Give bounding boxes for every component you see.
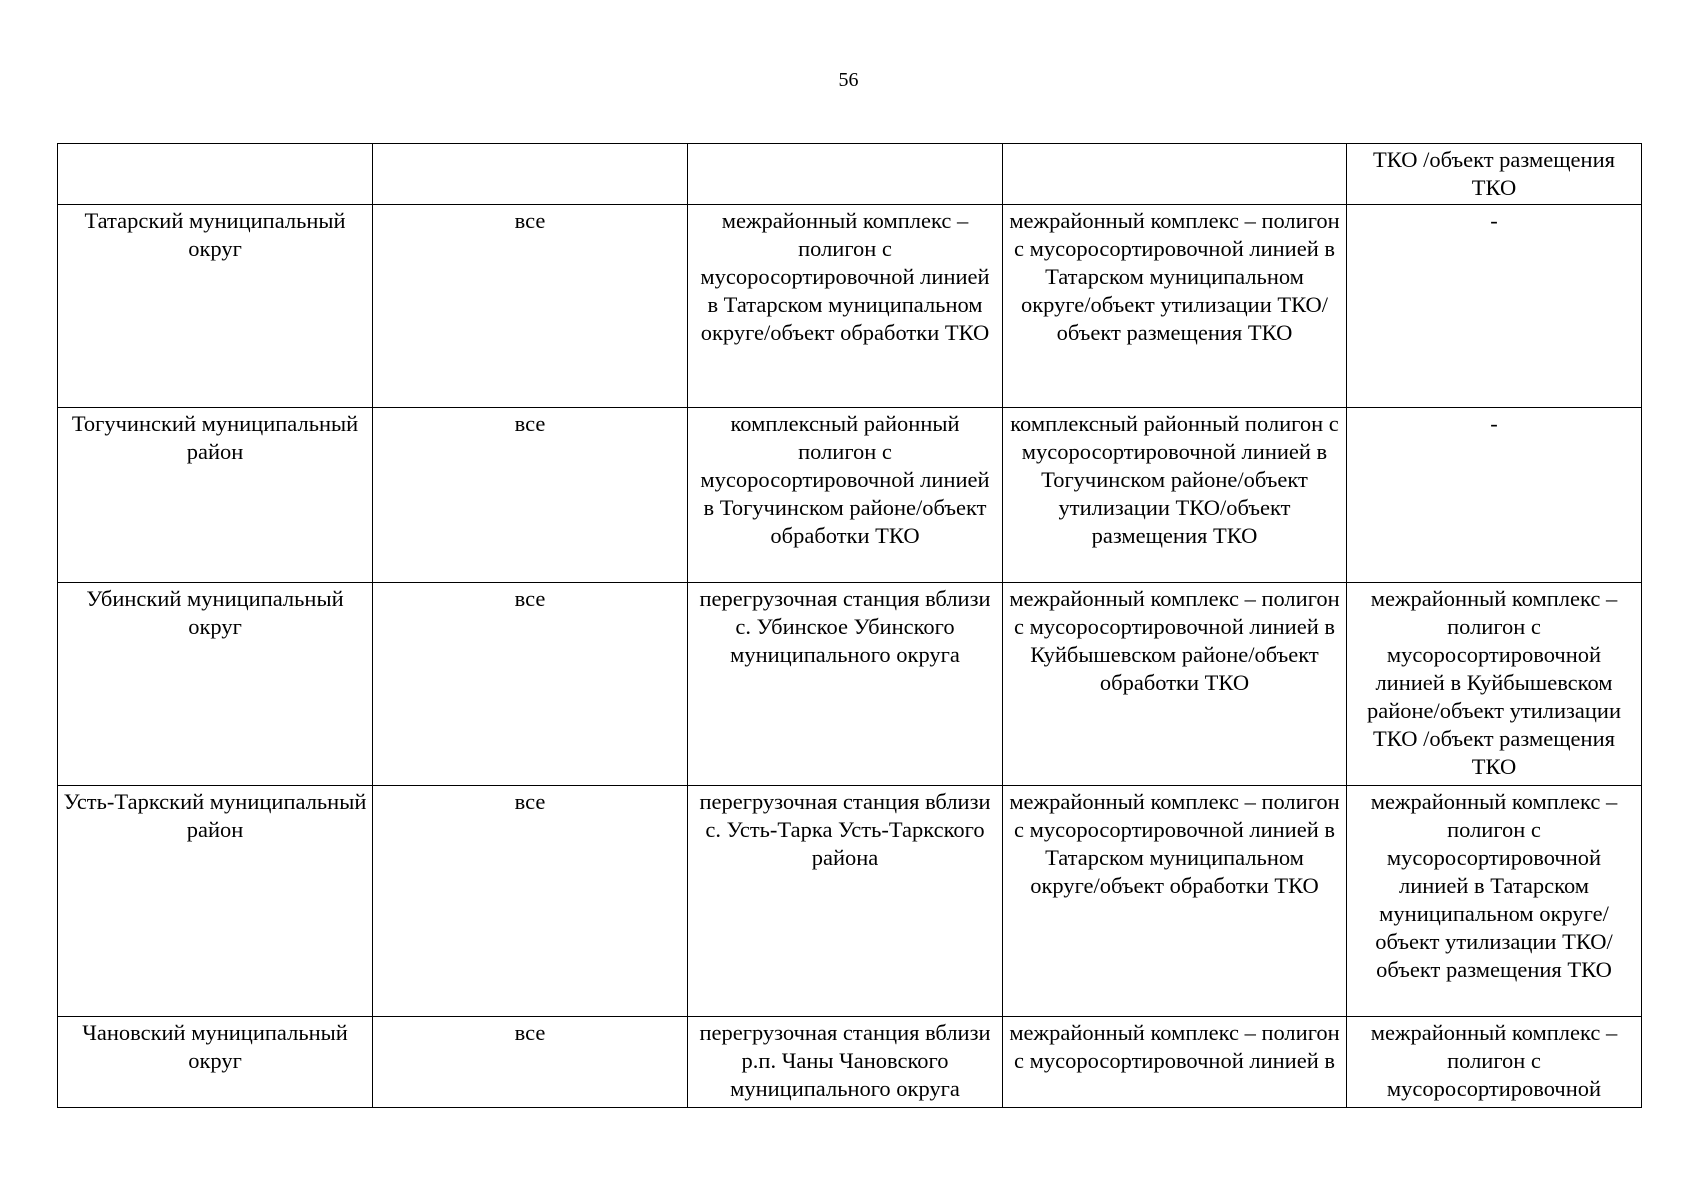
settlements-cell <box>373 408 688 583</box>
processing-text: перегрузочная станция вблизи с. Усть-Тарка Усть-Таркского района <box>699 789 991 870</box>
placement-cell <box>1347 786 1642 1017</box>
placement-cell <box>1347 144 1642 205</box>
settlements-text: все <box>514 208 546 233</box>
processing-cell <box>688 786 1003 1017</box>
settlements-cell <box>373 583 688 786</box>
processing-cell <box>688 205 1003 408</box>
settlements-cell <box>373 144 688 205</box>
processing-text: перегрузочная станция вблизи р.п. Чаны Чановского муниципального округа <box>699 1020 991 1101</box>
page-number: 56 <box>838 69 859 91</box>
processing-text: перегрузочная станция вблизи с. Убинское Убинского муниципального округа <box>699 586 991 667</box>
area-text: Убинский муниципальный округ <box>86 586 344 639</box>
area-text: Тогучинский муниципальный район <box>71 411 359 464</box>
settlements-cell <box>373 1017 688 1108</box>
table-row <box>58 205 1642 408</box>
utilization-text: межрайонный комплекс – полигон с мусоросортировочной линией в <box>1009 1020 1340 1073</box>
utilization-cell <box>1003 144 1347 205</box>
settlements-cell <box>373 786 688 1017</box>
placement-cell <box>1347 205 1642 408</box>
placement-text: межрайонный комплекс – полигон с мусоросортировочной линией в Татарском муниципальном округе/объект утилизации ТКО/объект размещения ТКО <box>1370 789 1618 982</box>
table-row <box>58 786 1642 1017</box>
area-cell <box>58 583 373 786</box>
utilization-cell <box>1003 583 1347 786</box>
table-row <box>58 408 1642 583</box>
area-text: Усть-Таркский муниципальный район <box>63 789 367 842</box>
area-cell <box>58 1017 373 1108</box>
utilization-text: межрайонный комплекс – полигон с мусоросортировочной линией в Куйбышевском районе/объект обработки ТКО <box>1009 586 1340 695</box>
settlements-text: все <box>514 411 546 436</box>
placement-cell <box>1347 408 1642 583</box>
utilization-text: межрайонный комплекс – полигон с мусоросортировочной линией в Татарском муниципальном округе/объект утилизации ТКО/объект размещения ТКО <box>1009 208 1340 345</box>
processing-cell <box>688 144 1003 205</box>
placement-cell <box>1347 583 1642 786</box>
table-row <box>58 583 1642 786</box>
settlements-cell <box>373 205 688 408</box>
processing-text: комплексный районный полигон с мусоросортировочной линией в Тогучинском районе/объект обработки ТКО <box>700 411 990 548</box>
settlements-text: все <box>514 1020 546 1045</box>
placement-text: ТКО /объект размещения ТКО <box>1373 147 1615 200</box>
utilization-text: межрайонный комплекс – полигон с мусоросортировочной линией в Татарском муниципальном округе/объект обработки ТКО <box>1009 789 1340 898</box>
placement-cell <box>1347 1017 1642 1108</box>
placement-text: - <box>1490 411 1498 436</box>
area-text: Чановский муниципальный округ <box>82 1020 348 1073</box>
processing-cell <box>688 583 1003 786</box>
utilization-cell <box>1003 1017 1347 1108</box>
settlements-text: все <box>514 789 546 814</box>
utilization-text: комплексный районный полигон с мусоросортировочной линией в Тогучинском районе/объект утилизации ТКО/объект размещения ТКО <box>1010 411 1339 548</box>
utilization-cell <box>1003 786 1347 1017</box>
utilization-cell <box>1003 408 1347 583</box>
processing-cell <box>688 1017 1003 1108</box>
table-row <box>58 1017 1642 1108</box>
placement-text: межрайонный комплекс – полигон с мусоросортировочной <box>1370 1020 1618 1101</box>
placement-text: межрайонный комплекс – полигон с мусоросортировочной линией в Куйбышевском районе/объект утилизации ТКО /объект размещения ТКО <box>1366 586 1622 779</box>
area-cell <box>58 408 373 583</box>
processing-text: межрайонный комплекс – полигон с мусоросортировочной линией в Татарском муниципальном округе/объект обработки ТКО <box>700 208 990 345</box>
area-cell <box>58 205 373 408</box>
processing-cell <box>688 408 1003 583</box>
placement-text: - <box>1490 208 1498 233</box>
area-text: Татарский муниципальный округ <box>84 208 346 261</box>
settlements-text: все <box>514 586 546 611</box>
table-row <box>58 144 1642 205</box>
area-cell <box>58 786 373 1017</box>
waste-routing-table <box>57 143 1642 1108</box>
area-cell <box>58 144 373 205</box>
utilization-cell <box>1003 205 1347 408</box>
